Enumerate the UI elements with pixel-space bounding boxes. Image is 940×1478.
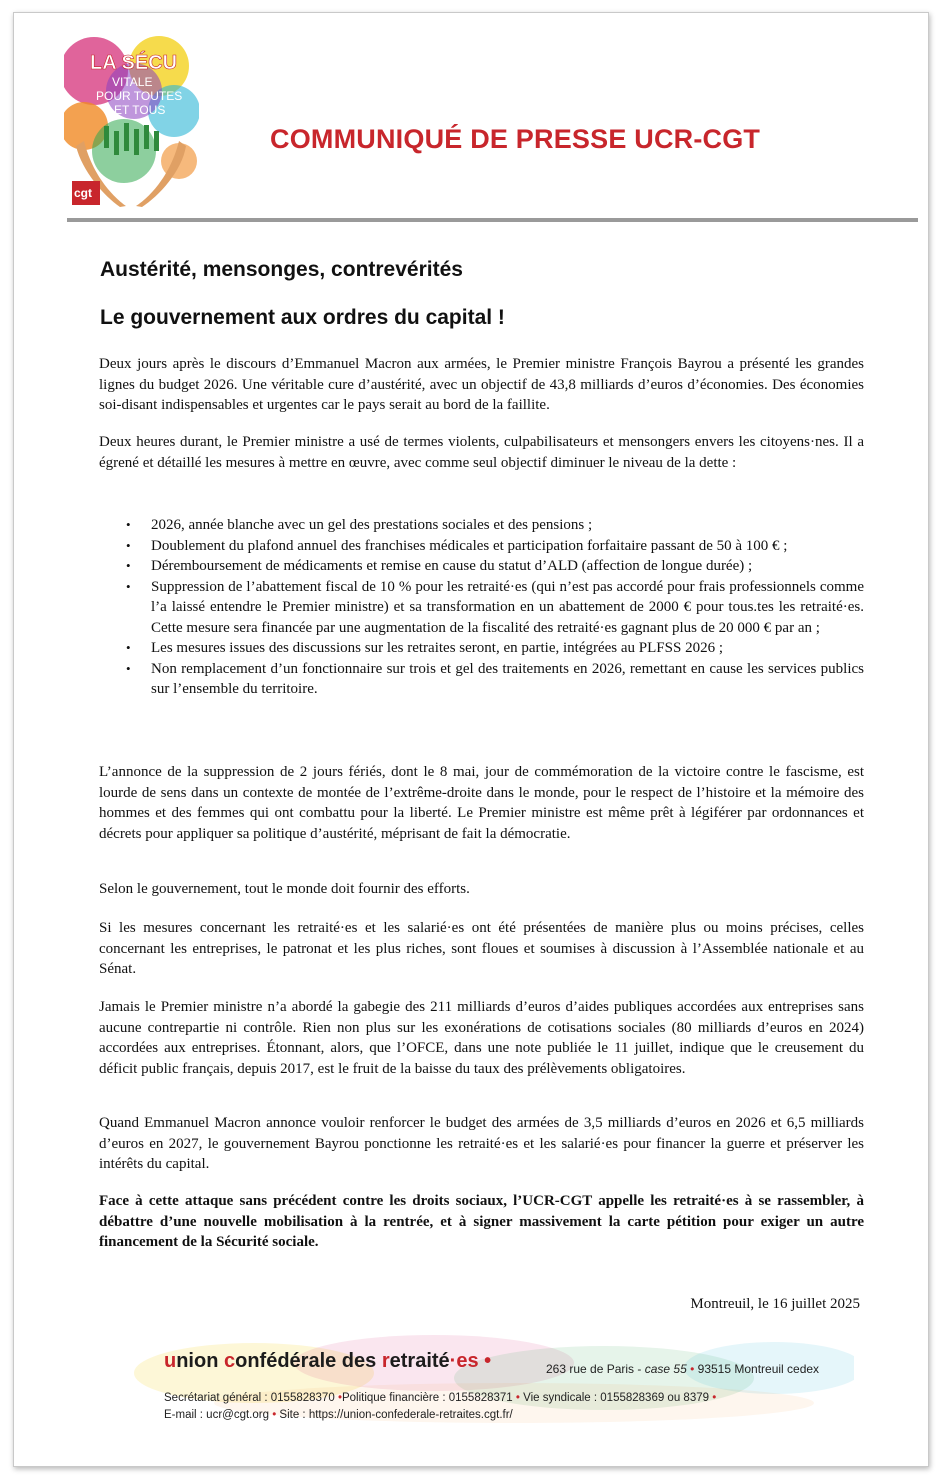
call-to-action-paragraph: Face à cette attaque sans précédent contre les droits sociaux, l’UCR-CGT appelle les retraité·es à se rassembler, à débattre d’une nouvelle mobilisation à la rentrée, et à signer massivement la carte pétition pour exiger un autre financement de la Sécurité sociale. (99, 1193, 864, 1250)
list-item: • Doublement du plafond annuel des franchises médicales et participation forfaitaire passant de 50 à 100 € ; (99, 536, 864, 557)
logo-text-line4: ET TOUS (114, 103, 166, 117)
signoff-date: Montreuil, le 16 juillet 2025 (690, 1296, 860, 1312)
online-contacts: E-mail : ucr@cgt.org • Site : https://union-confederale-retraites.cgt.fr/ (164, 1409, 513, 1421)
bullet-icon: • (126, 537, 131, 553)
paragraph-3: L’annonce de la suppression de 2 jours fériés, dont le 8 mai, jour de commémoration de la victoire contre le fascisme, est lourde de sens dans un contexte de montée de l’extrême-droite dans le monde, pour le respect de l’histoire et la mémoire des hommes et des femmes qui ont combattu pour la liberté. Le Premier ministre est même prêt à légiférer par ordonnances et décrets pour appliquer sa politique d’austérité, méprisant de fait la démocratie. (99, 764, 864, 842)
website-link[interactable]: https://union-confederale-retraites.cgt.fr/ (308, 1409, 513, 1421)
email-link[interactable]: ucr@cgt.org (206, 1409, 269, 1421)
bullet-icon: • (126, 517, 131, 532)
list-item: • Suppression de l’abattement fiscal de 10 % pour les retraité·es (qui n’est pas accordé pour frais professionnels comme l’a laissé entendre le Premier ministre) et sa transformation en un abattement de 2000 € pour tous.tes les retraité·es. Cette mesure sera financée par une augmentation de la fiscalité des retraité·es gagnant plus de 20 000 € par an ; (126, 578, 864, 636)
postal-address: 263 rue de Paris - case 55 • 93515 Montreuil cedex (546, 1362, 820, 1376)
list-item: • Non remplacement d’un fonctionnaire sur trois et gel des traitements en 2026, remettant en cause les services publics sur l’ensemble du territoire. (126, 660, 864, 697)
press-release-title: COMMUNIQUÉ DE PRESSE UCR-CGT (270, 124, 761, 154)
paragraph-2: Deux heures durant, le Premier ministre a usé de termes violents, culpabilisateurs et mensongers envers les citoyens·nes. Il a égrené et détaillé les mesures à mettre en œuvre, avec comme seul objectif diminuer le niveau de la dette : (99, 434, 864, 471)
paragraph-6: Jamais le Premier ministre n’a abordé la gabegie des 211 milliards d’euros d’aides publiques accordées aux entreprises sans aucune contrepartie ni contrôle. Rien non plus sur les exonérations de cotisations sociales (80 milliards d’euros en 2024) accordées aux entreprises. Étonnant, alors, que l’OFCE, dans une note publiée le 11 juillet, indique que le creusement du déficit public français, depuis 2017, est le fruit de la baisse du taux des prélèvements obligatoires. (99, 999, 864, 1077)
la-secu-logo-icon (64, 31, 199, 209)
la-secu-logo (64, 31, 199, 209)
headline-line1: Austérité, mensonges, contrevérités (100, 258, 463, 281)
bullet-icon: • (126, 558, 131, 573)
headline-line2: Le gouvernement aux ordres du capital ! (100, 306, 505, 329)
measures-list (99, 515, 864, 700)
organization-name: union confédérale des retraité·es • (164, 1350, 492, 1372)
logo-text-line3: POUR TOUTES (96, 89, 183, 103)
list-item: • 2026, année blanche avec un gel des prestations sociales et des pensions ; (99, 515, 864, 536)
paragraph-7: Quand Emmanuel Macron annonce vouloir renforcer le budget des armées de 3,5 milliards d’euros en 2026 et 6,5 milliards d’euros en 2027, le gouvernement Bayrou ponctionne les retraité·es et les salarié·es pour financer la guerre et préserver les intérêts du capital. (99, 1115, 864, 1172)
bullet-icon: • (126, 640, 131, 655)
press-release-page (13, 12, 929, 1467)
phone-contacts: Secrétariat général : 0155828370 •Politique financière : 0155828371 • Vie syndicale : 0155828369 ou 8379 • (164, 1392, 717, 1404)
paragraph-1: Deux jours après le discours d’Emmanuel Macron aux armées, le Premier ministre François Bayrou a présenté les grandes lignes du budget 2026. Une véritable cure d’austérité, avec un objectif de 43,8 milliards d’euros d’économies. Des économies soi-disant indispensables et urgentes car le pays serait au bord de la faillite. (99, 356, 864, 413)
paragraph-4: Selon le gouvernement, tout le monde doit fournir des efforts. (99, 881, 470, 897)
list-item: • Les mesures issues des discussions sur les retraites seront, en partie, intégrées au PLFSS 2026 ; (99, 638, 864, 659)
logo-cgt-badge: cgt (74, 186, 92, 200)
bullet-icon: • (126, 660, 131, 676)
logo-text-line2: VITALE (112, 75, 153, 89)
paragraph-5: Si les mesures concernant les retraité·es et les salarié·es ont été présentées de manière plus ou moins précises, celles concernant les entreprises, le patronat et les plus riches, sont floues et soumises à discussion à l’Assemblée nationale et au Sénat. (99, 920, 864, 977)
logo-text-line1: LA SÉCU (90, 52, 178, 74)
header-divider (67, 218, 918, 222)
bullet-icon: • (126, 578, 131, 594)
list-item: • Déremboursement de médicaments et remise en cause du statut d’ALD (affection de longue durée) ; (99, 556, 864, 577)
